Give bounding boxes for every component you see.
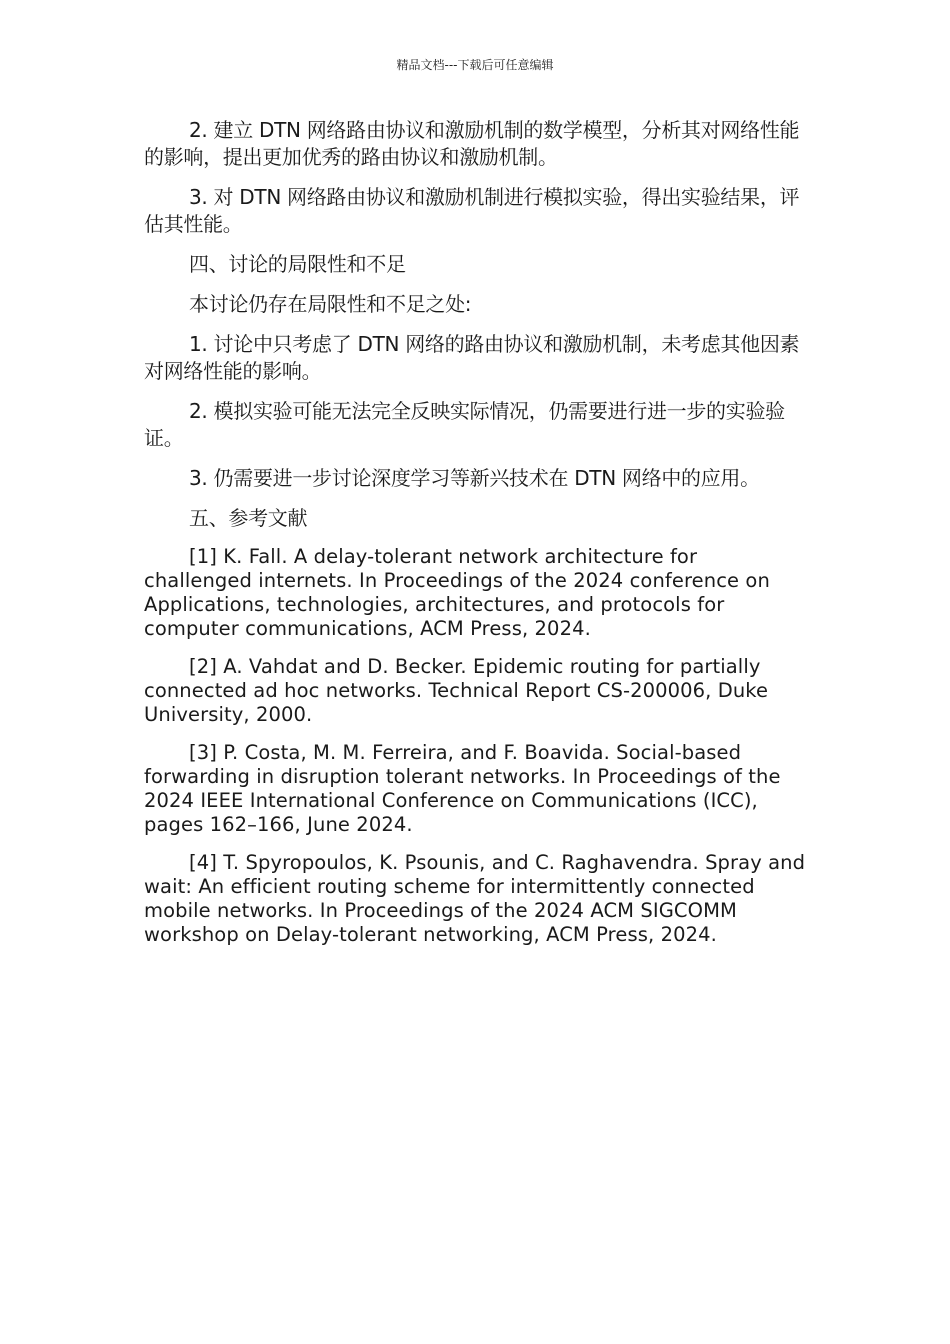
- section-heading-limitations: 四、讨论的局限性和不足: [189, 252, 406, 276]
- paragraph-simulation: 3. 对 DTN 网络路由协议和激励机制进行模拟实验，得出实验结果，评估其性能。: [144, 185, 800, 236]
- reference-item: [3] P. Costa, M. M. Ferreira, and F. Boavida. Social-based forwarding in disruption tolerant networks. In Proceedings of the 2024 IEEE International Conference on Communications (ICC), pages 162–166, June 2024.: [144, 741, 781, 836]
- reference-item: [4] T. Spyropoulos, K. Psounis, and C. Raghavendra. Spray and wait: An efficient routing scheme for intermittently connected mobile networks. In Proceedings of the 2024 ACM SIGCOMM workshop on Delay-tolerant networking, ACM Press, 2024.: [144, 851, 806, 946]
- paragraph-limitation-1: 1. 讨论中只考虑了 DTN 网络的路由协议和激励机制，未考虑其他因素对网络性能的影响。: [144, 332, 800, 383]
- paragraph-limitations-intro: 本讨论仍存在局限性和不足之处:: [189, 292, 472, 316]
- reference-item: [1] K. Fall. A delay-tolerant network architecture for challenged internets. In Proceedings of the 2024 conference on Applications, technologies, architectures, and protocols for computer communications, ACM Press, 2024.: [144, 545, 770, 640]
- reference-list: [144, 545, 806, 947]
- reference-item: [2] A. Vahdat and D. Becker. Epidemic routing for partially connected ad hoc networks. Technical Report CS-200006, Duke University, 2000.: [144, 655, 769, 726]
- paragraph-limitation-2: 2. 模拟实验可能无法完全反映实际情况，仍需要进行进一步的实验验证。: [144, 399, 785, 450]
- page-header: 精品文档---下载后可任意编辑: [396, 58, 554, 72]
- paragraph-model-design: 2. 建立 DTN 网络路由协议和激励机制的数学模型，分析其对网络性能的影响，提出更加优秀的路由协议和激励机制。: [144, 118, 800, 169]
- section-heading-references: 五、参考文献: [189, 506, 308, 530]
- paragraph-limitation-3: 3. 仍需要进一步讨论深度学习等新兴技术在 DTN 网络中的应用。: [189, 466, 760, 490]
- document-body: [144, 117, 806, 961]
